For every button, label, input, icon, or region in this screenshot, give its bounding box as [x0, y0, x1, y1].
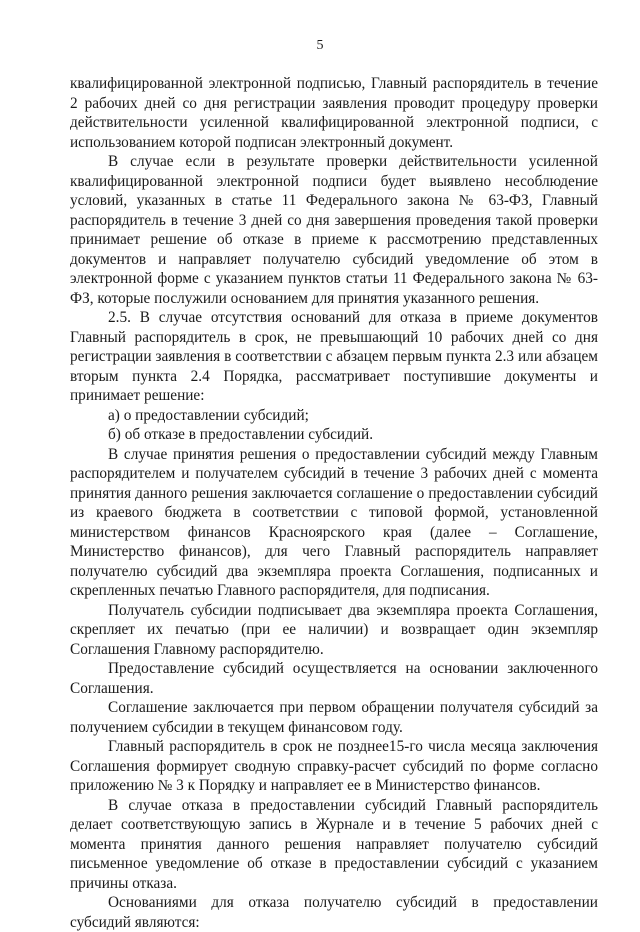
- paragraph-2-5-review: 2.5. В случае отсутствия оснований для отказа в приеме документов Главный распорядитель в срок, не превышающий 10 рабочих дней со дня регистрации заявления в соответствии с абзацем первым пункта 2.3 или абзацем вторым пункта 2.4 Порядка, рассматривает поступившие документы и принимает решение:: [70, 309, 598, 404]
- page-number: 5: [316, 38, 324, 53]
- document-body: [70, 74, 598, 932]
- paragraph-summary-report: Главный распорядитель в срок не позднее15-го числа месяца заключения Соглашения формирует сводную справку-расчет субсидий по форме согласно приложению № 3 к Порядку и направляет ее в Министерство финансов.: [70, 738, 598, 794]
- paragraph-signature-refusal: В случае если в результате проверки действительности усиленной квалифицированной электронной подписи будет выявлено несоблюдение условий, указанных в статье 11 Федерального закона № 63-ФЗ, Главный распорядитель в течение 3 дней со дня завершения проведения такой проверки принимает решение об отказе в приеме к рассмотрению представленных документов и направляет получателю субсидий уведомление об этом в электронной форме с указанием пунктов статьи 11 Федерального закона № 63-ФЗ, которые послужили основанием для принятия указанного решения.: [70, 153, 598, 307]
- paragraph-refusal-grounds: Основаниями для отказа получателю субсидий в предоставлении субсидий являются:: [70, 894, 598, 931]
- paragraph-first-request: Соглашение заключается при первом обращении получателя субсидий за получением субсидии в текущем финансовом году.: [70, 699, 598, 736]
- paragraph-agreement: В случае принятия решения о предоставлении субсидий между Главным распорядителем и получателем субсидий в течение 3 рабочих дней с момента принятия данного решения заключается соглашение о предоставлении субсидий из краевого бюджета в соответствии с типовой формой, установленной министерством финансов Красноярского края (далее – Соглашение, Министерство финансов), для чего Главный распорядитель направляет получателю субсидий два экземпляра проекта Соглашения, подписанных и скрепленных печатью Главного распорядителя, для подписания.: [70, 445, 598, 599]
- paragraph-basis: Предоставление субсидий осуществляется на основании заключенного Соглашения.: [70, 660, 598, 697]
- paragraph-signature-check: квалифицированной электронной подписью, Главный распорядитель в течение 2 рабочих дней со дня регистрации заявления проводит процедуру проверки действительности усиленной квалифицированной электронной подписи, с использованием которой подписан электронный документ.: [70, 75, 598, 151]
- paragraph-refusal-record: В случае отказа в предоставлении субсидий Главный распорядитель делает соответствующую запись в Журнале и в течение 5 рабочих дней с момента принятия данного решения направляет получателю субсидий письменное уведомление об отказе в предоставлении субсидий с указанием причины отказа.: [70, 796, 598, 892]
- list-item-grant: а) о предоставлении субсидий;: [108, 406, 309, 424]
- paragraph-recipient-signs: Получатель субсидии подписывает два экземпляра проекта Соглашения, скрепляет их печатью (при ее наличии) и возвращает один экземпляр Соглашения Главному распорядителю.: [70, 601, 598, 658]
- list-item-refusal: б) об отказе в предоставлении субсидий.: [108, 426, 374, 443]
